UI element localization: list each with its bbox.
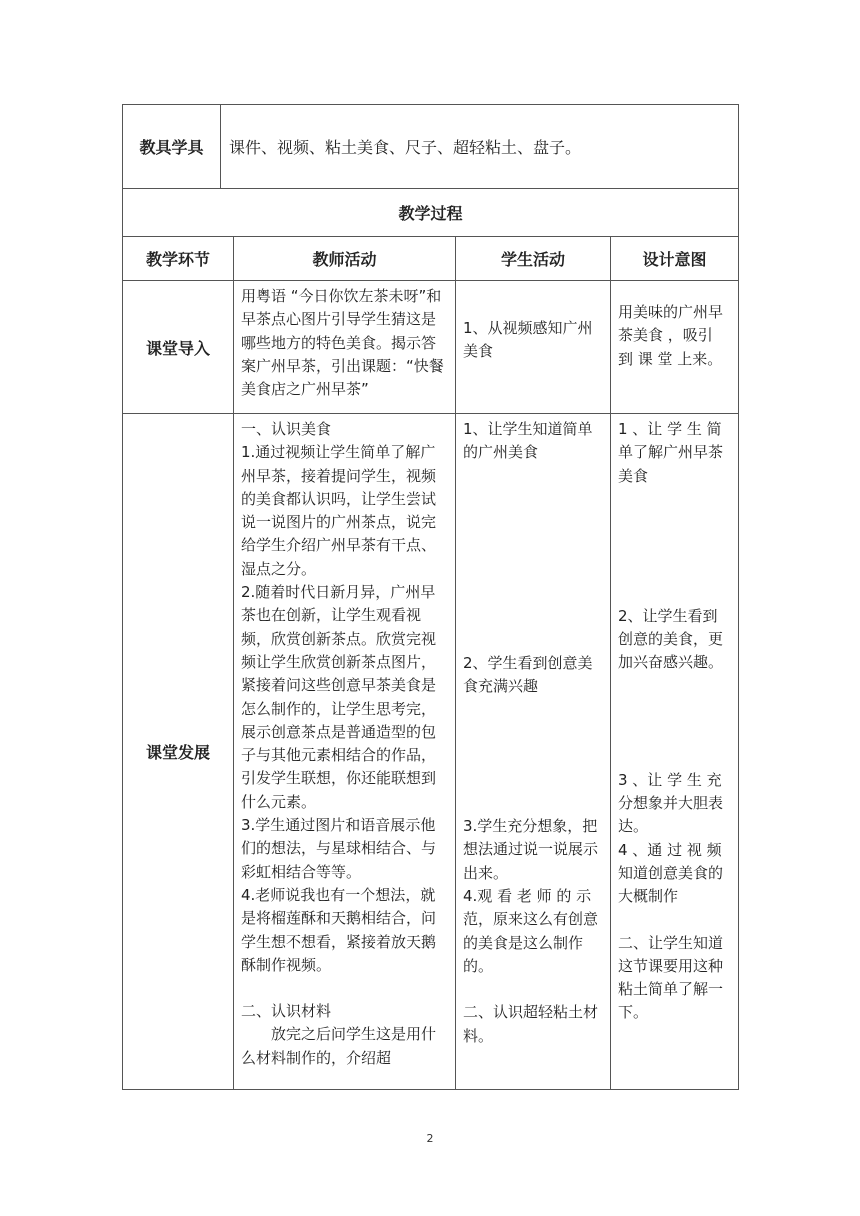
development-intent [611,414,739,1090]
header-stage: 教学环节 [123,237,234,281]
lesson-plan-table [122,104,739,1090]
intro-teacher: 用粤语 “今日你饮左茶未呀”和早茶点心图片引导学生猜这是哪些地方的特色美食。揭示答案广州早茶，引出课题：“快餐美食店之广州早茶” [234,281,456,414]
student-item-5: 二、认识超轻粘土材料。 [463,1003,599,1045]
intent-item-1: 1 、让 学 生 简单了解广州早茶美食 [618,420,724,485]
teacher-section-heading-2: 二、认识材料 [241,1002,332,1021]
tools-row [123,105,739,189]
header-row [123,237,739,281]
intent-item-3: 3 、让 学 生 充分想象并大胆表达。 [618,770,724,836]
teacher-materials-text: 放完之后问学生这是用什么材料制作的，介绍超 [241,1025,437,1067]
development-teacher [234,414,456,1090]
development-student [456,414,611,1090]
intent-item-2: 2、让学生看到创意的美食，更加兴奋感兴趣。 [618,606,724,672]
intro-row [123,281,739,414]
intro-intent: 用美味的广州早茶美食 ，吸引 到 课 堂 上来。 [611,281,739,414]
page-number: 2 [426,1132,434,1145]
development-stage: 课堂发展 [123,414,234,1090]
intro-student: 1、从视频感知广州美食 [456,281,611,414]
teacher-step-4: 4.老师说我也有一个想法，就是将榴莲酥和天鹅相结合，问学生想不想看，紧接着放天鹅酥制作视频。 [241,885,437,974]
process-title-row [123,189,739,237]
header-teacher: 教师活动 [234,237,456,281]
process-title: 教学过程 [123,189,739,237]
teacher-step-1: 1.通过视频让学生简单了解广州早茶，接着提问学生，视频的美食都认识吗，让学生尝试说一说图片的广州茶点，说完给学生介绍广州早茶有干点、湿点之分。 [241,443,437,578]
teacher-step-2: 2.随着时代日新月异，广州早茶也在创新，让学生观看视频，欣赏创新茶点。欣赏完视频让学生欣赏创新茶点图片，紧接着问这些创意早茶美食是怎么制作的，让学生思考完，展示创意茶点是普通造型的包子与其他元素相结合的作品，引发学生联想，你还能联想到什么元素。 [241,583,437,811]
blank-line [241,977,448,1000]
header-intent: 设计意图 [611,237,739,281]
teacher-step-3: 3.学生通过图片和语音展示他们的想法，与星球相结合、与彩虹相结合等等。 [241,816,437,881]
intent-item-5: 二、让学生知道这节课要用这种粘土简单了解一下。 [618,933,724,1022]
student-item-1: 1、让学生知道简单的广州美食 [463,420,593,462]
teacher-section-heading: 一、认识美食 [241,420,332,438]
intent-item-4: 4 、通 过 视 频知道创意美食的大概制作 [618,840,724,906]
tools-value: 课件、视频、粘土美食、尺子、超轻粘土、盘子。 [221,105,739,189]
student-item-3: 3.学生充分想象，把想法通过说一说展示出来。 [463,817,599,882]
development-row [123,414,739,1090]
student-item-2: 2、学生看到创意美食充满兴趣 [463,653,593,695]
tools-label: 教具学具 [123,105,221,189]
header-student: 学生活动 [456,237,611,281]
intro-stage: 课堂导入 [123,281,234,414]
student-item-4: 4.观 看 老 师 的 示范，原来这么有创意的美食是这么制作的。 [463,887,599,975]
